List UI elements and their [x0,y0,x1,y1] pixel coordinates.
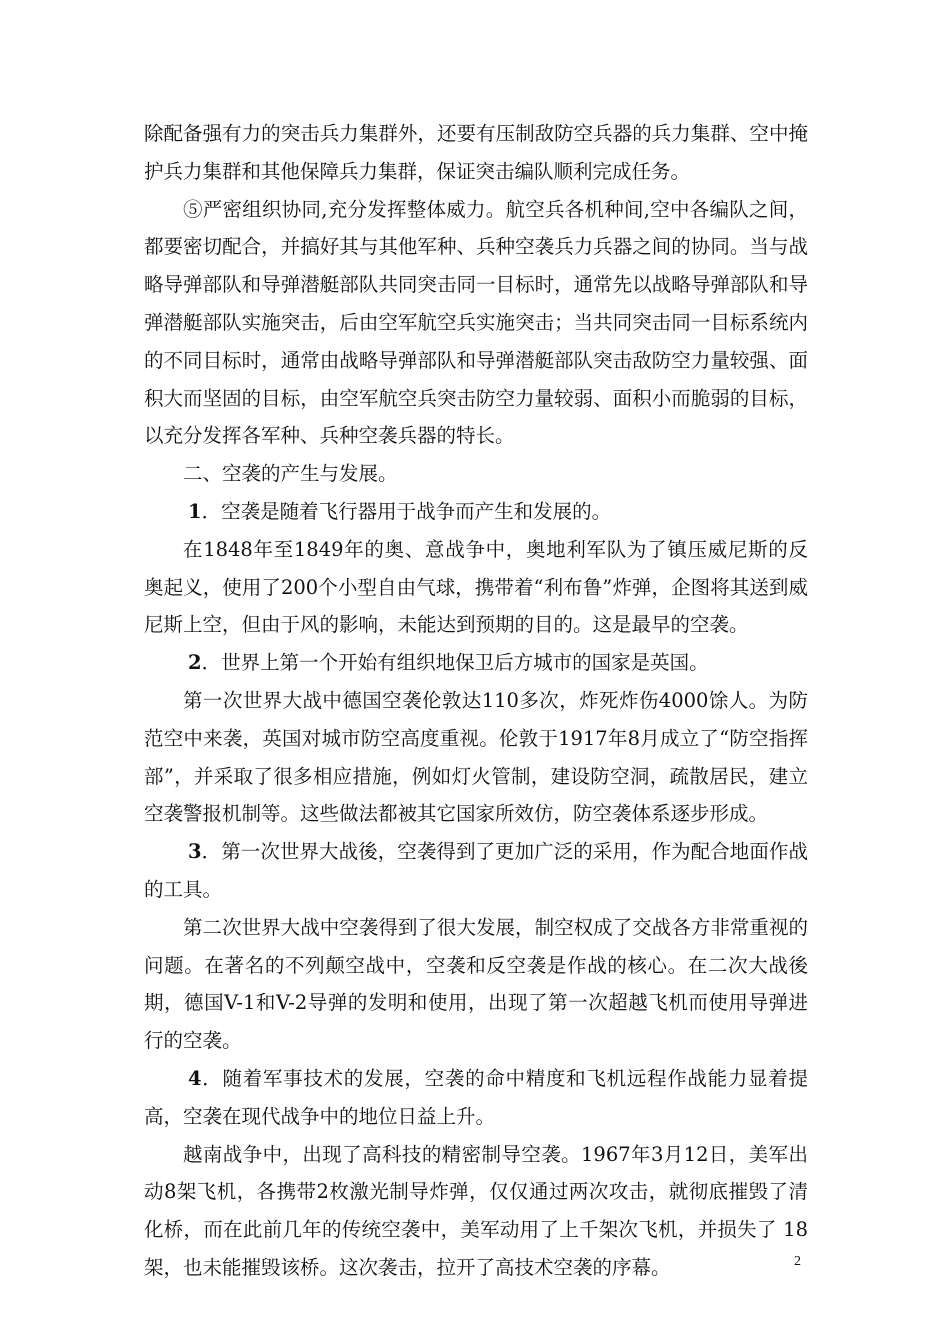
document-body [144,115,808,1287]
section-heading-origin-development: 二、空袭的产生与发展。 [183,462,398,486]
subheading-text: ．空袭是随着飞行器用于战争而产生和发展的。 [201,499,612,523]
subheading-number: 3 [188,840,202,864]
paragraph-first-airstrike: 在1848年至1849年的奥、意战争中，奥地利军队为了镇压威尼斯的反奥起义，使用了200个小型自由气球，携带着“利布鲁”炸弹，企图将其送到威尼斯上空，但由于风的影响，未能达到预期的目的。这是最早的空袭。 [144,537,808,637]
paragraph-coordination: ⑤严密组织协同,充分发挥整体威力。航空兵各机种间,空中各编队之间，都要密切配合，并搞好其与其他军种、兵种空袭兵力兵器之间的协同。当与战略导弹部队和导弹潜艇部队共同突击同一目标时，通常先以战略导弹部队和导弹潜艇部队实施突击，后由空军航空兵实施突击；当共同突击同一目标系统内的不同目标时，通常由战略导弹部队和导弹潜艇部队突击敌防空力量较强、面积大而坚固的目标，由空军航空兵突击防空力量较弱、面积小而脆弱的目标，以充分发挥各军种、兵种空袭兵器的特长。 [144,197,808,448]
subheading-4 [144,1060,808,1136]
page-number: 2 [794,1254,801,1269]
paragraph-ww2: 第二次世界大战中空袭得到了很大发展，制空权成了交战各方非常重视的问题。在著名的不列颠空战中，空袭和反空袭是作战的核心。在二次大战後期，德国V-1和V-2导弹的发明和使用，出现了第一次超越飞机而使用导弹进行的空袭。 [144,915,808,1053]
subheading-text: ．随着军事技术的发展，空袭的命中精度和飞机远程作战能力显着提高，空袭在现代战争中的地位日益上升。 [144,1066,808,1128]
subheading-number: 1 [188,499,202,523]
paragraph-continuation: 除配备强有力的突击兵力集群外，还要有压制敌防空兵器的兵力集群、空中掩护兵力集群和其他保障兵力集群，保证突击编队顺利完成任务。 [144,122,808,183]
subheading-number: 4 [188,1066,202,1090]
subheading-text: ．世界上第一个开始有组织地保卫后方城市的国家是英国。 [201,651,709,675]
paragraph-ww1-london: 第一次世界大战中德国空袭伦敦达110多次，炸死炸伤4000馀人。为防范空中来袭，英国对城市防空高度重视。伦敦于1917年8月成立了“防空指挥部”，并采取了很多相应措施，例如灯火管制，建设防空洞，疏散居民，建立空袭警报机制等。这些做法都被其它国家所效仿，防空袭体系逐步形成。 [144,688,808,826]
subheading-number: 2 [188,651,202,675]
subheading-2 [144,644,808,682]
subheading-3 [144,833,808,909]
subheading-1 [144,493,808,531]
subheading-text: ．第一次世界大战後，空袭得到了更加广泛的采用，作为配合地面作战的工具。 [144,840,808,901]
paragraph-vietnam: 越南战争中，出现了高科技的精密制导空袭。1967年3月12日，美军出动8架飞机，各携带2枚激光制导炸弹，仅仅通过两次攻击，就彻底摧毁了清化桥，而在此前几年的传统空袭中，美军动用了上千架次飞机，并损失了 18架，也未能摧毁该桥。这次袭击，拉开了高技术空袭的序幕。 [144,1142,808,1279]
